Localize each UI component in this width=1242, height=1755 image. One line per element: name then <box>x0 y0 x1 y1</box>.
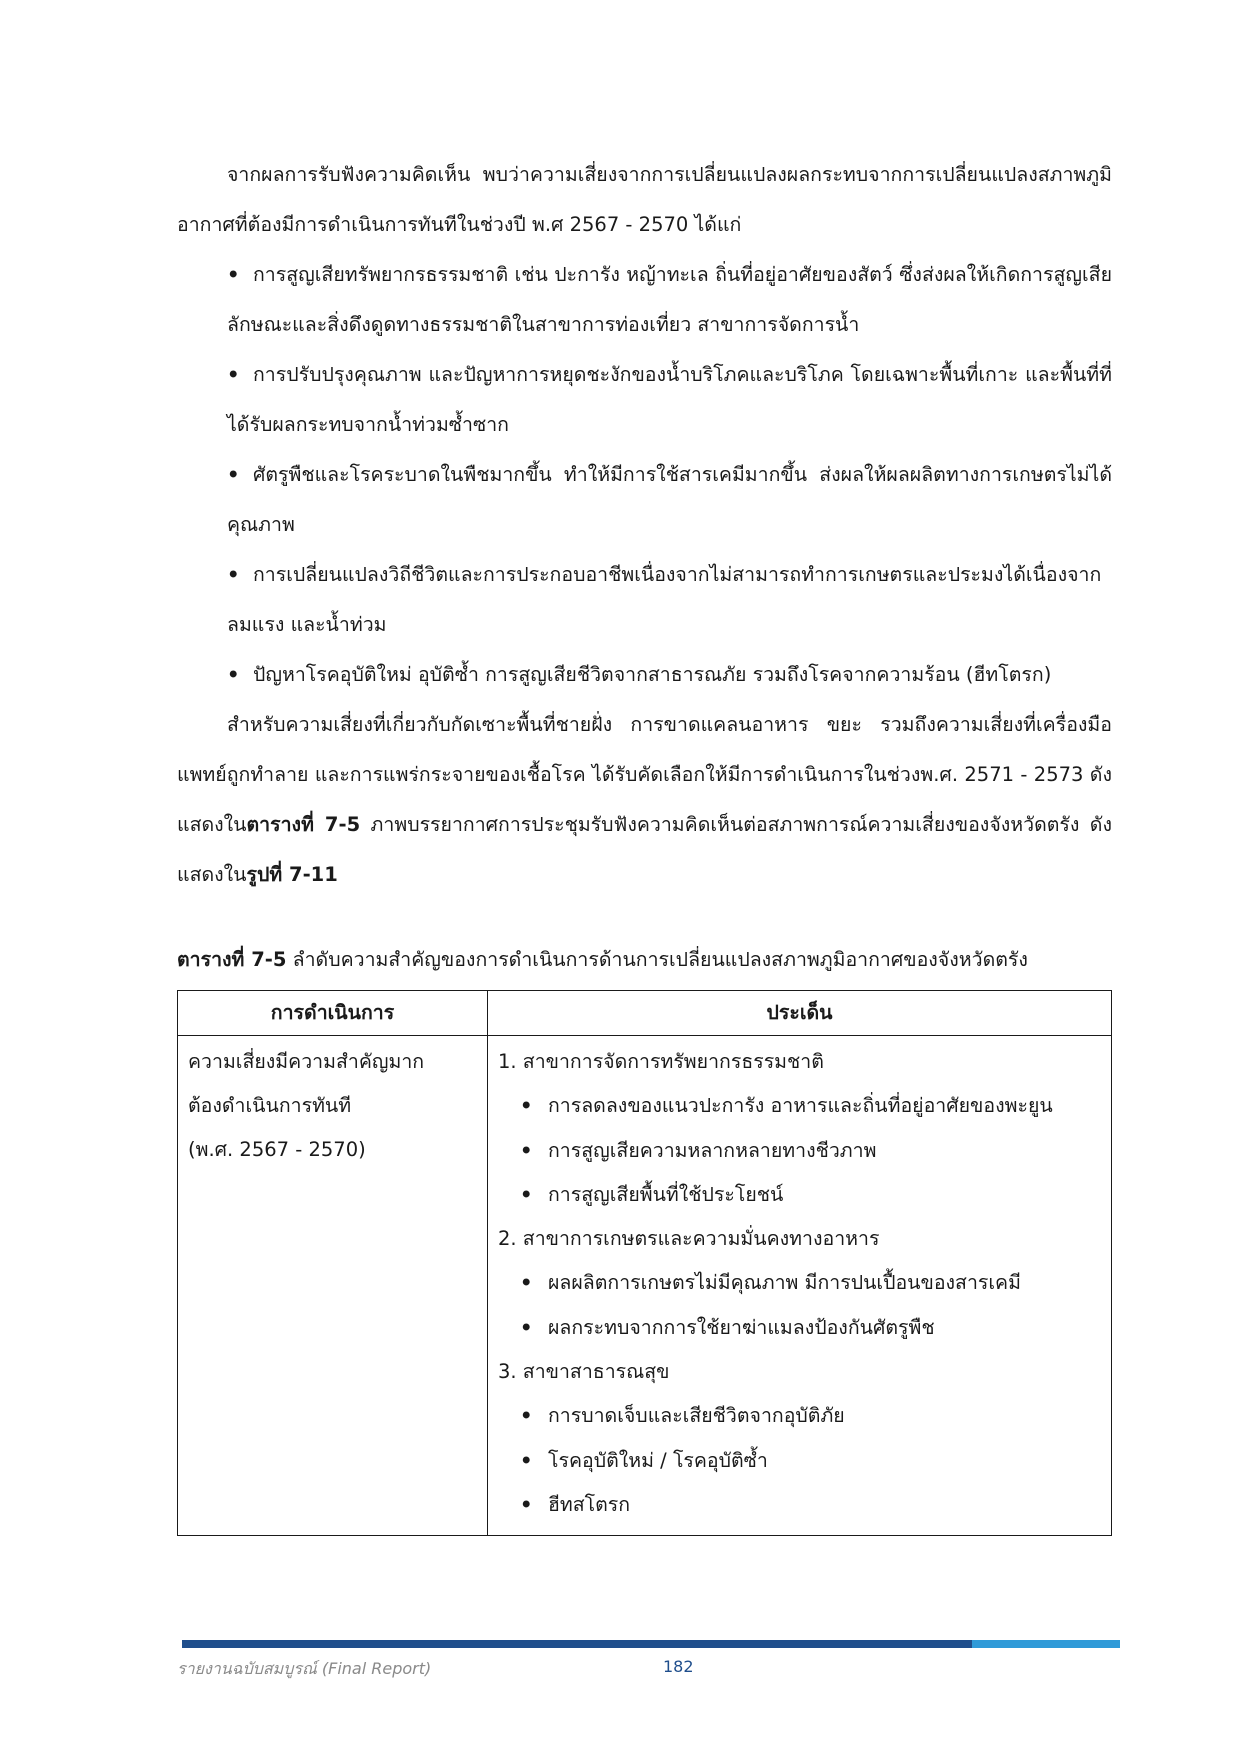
action-period: (พ.ศ. 2567 - 2570) <box>188 1138 366 1161</box>
bullet-icon: • <box>520 1448 533 1472</box>
intro-paragraph: จากผลการรับฟังความคิดเห็น พบว่าความเสี่ยงจากการเปลี่ยนแปลงผลกระทบจากการเปลี่ยนแปลงสภาพภูมิอากาศที่ต้องมีการดำเนินการทันทีในช่วงปี พ.ศ 2567 - 2570 ได้แก่ <box>177 163 1112 236</box>
bullet-icon: • <box>227 663 240 686</box>
body-text <box>177 150 1112 900</box>
list-item: • การลดลงของแนวปะการัง อาหารและถิ่นที่อยู่อาศัยของพะยูน <box>498 1084 1101 1128</box>
sector-title: 3. สาขาสาธารณสุข <box>498 1360 670 1384</box>
bullet-icon: • <box>520 1138 533 1162</box>
table-caption-label: ตารางที่ 7-5 <box>177 948 287 971</box>
bullet-item: • การเปลี่ยนแปลงวิถีชีวิตและการประกอบอาชีพเนื่องจากไม่สามารถทำการเกษตรและประมงได้เนื่องจากลมแรง และน้ำท่วม <box>177 550 1112 650</box>
list-item: • ผลผลิตการเกษตรไม่มีคุณภาพ มีการปนเปื้อนของสารเคมี <box>498 1261 1101 1305</box>
bullet-icon: • <box>227 463 240 486</box>
bullet-icon: • <box>520 1404 533 1428</box>
action-line: ต้องดำเนินการทันที <box>188 1094 352 1117</box>
table-caption-text: ลำดับความสำคัญของการดำเนินการด้านการเปลี่ยนแปลงสภาพภูมิอากาศของจังหวัดตรัง <box>286 948 1028 971</box>
footer-divider <box>182 1640 1120 1648</box>
bullet-icon: • <box>227 263 240 286</box>
action-line: ความเสี่ยงมีความสำคัญมาก <box>188 1050 425 1073</box>
list-item: • การบาดเจ็บและเสียชีวิตจากอุบัติภัย <box>498 1394 1101 1438</box>
list-item: • ฮีทสโตรก <box>498 1483 1101 1527</box>
table-reference-link: ตารางที่ 7-5 <box>246 813 361 836</box>
issue-cell <box>488 1036 1112 1536</box>
bullet-item: • ปัญหาโรคอุบัติใหม่ อุบัติซ้ำ การสูญเสียชีวิตจากสาธารณภัย รวมถึงโรคจากความร้อน (ฮีทโตรก) <box>177 650 1112 700</box>
column-header-action: การดำเนินการ <box>178 991 488 1036</box>
figure-reference-link: รูปที่ 7-11 <box>246 863 338 886</box>
list-item: • โรคอุบัติใหม่ / โรคอุบัติซ้ำ <box>498 1439 1101 1483</box>
bullet-icon: • <box>520 1492 533 1516</box>
bullet-icon: • <box>520 1271 533 1295</box>
bullet-item: • การสูญเสียทรัพยากรธรรมชาติ เช่น ปะการัง หญ้าทะเล ถิ่นที่อยู่อาศัยของสัตว์ ซึ่งส่งผลให้เกิดการสูญเสียลักษณะและสิ่งดึงดูดทางธรรมชาติในสาขาการท่องเที่ยว สาขาการจัดการน้ำ <box>177 250 1112 350</box>
footer-report-title: รายงานฉบับสมบูรณ์ (Final Report) <box>177 1659 432 1678</box>
sector-title: 2. สาขาการเกษตรและความมั่นคงทางอาหาร <box>498 1227 880 1251</box>
bullet-icon: • <box>227 563 240 586</box>
priority-table <box>177 990 1112 1536</box>
bullet-item: • ศัตรูพืชและโรคระบาดในพืชมากขึ้น ทำให้มีการใช้สารเคมีมากขึ้น ส่งผลให้ผลผลิตทางการเกษตรไม่ได้คุณภาพ <box>177 450 1112 550</box>
column-header-issue: ประเด็น <box>488 991 1112 1036</box>
action-cell <box>178 1036 488 1536</box>
page-number: 182 <box>663 1657 694 1676</box>
bullet-icon: • <box>520 1315 533 1339</box>
bullet-item: • การปรับปรุงคุณภาพ และปัญหาการหยุดชะงักของน้ำบริโภคและบริโภค โดยเฉพาะพื้นที่เกาะ และพื้นที่ที่ได้รับผลกระทบจากน้ำท่วมซ้ำซาก <box>177 350 1112 450</box>
list-item: • การสูญเสียความหลากหลายทางชีวภาพ <box>498 1129 1101 1173</box>
footer-divider-dark <box>182 1640 972 1648</box>
bullet-icon: • <box>520 1094 533 1118</box>
table-header-row <box>178 991 1112 1036</box>
list-item: • การสูญเสียพื้นที่ใช้ประโยชน์ <box>498 1173 1101 1217</box>
list-item: • ผลกระทบจากการใช้ยาฆ่าแมลงป้องกันศัตรูพืช <box>498 1306 1101 1350</box>
footer-divider-light <box>972 1640 1120 1648</box>
summary-paragraph: สำหรับความเสี่ยงที่เกี่ยวกับกัดเซาะพื้นที่ชายฝั่ง การขาดแคลนอาหาร ขยะ รวมถึงความเสี่ยงที่เครื่องมือแพทย์ถูกทำลาย และการแพร่กระจายของเชื้อโรค ได้รับคัดเลือกให้มีการดำเนินการในช่วงพ.ศ. 2571 - 2573 ดังแสดงในตารางที่ 7-5 ภาพบรรยากาศการประชุมรับฟังความคิดเห็นต่อสภาพการณ์ความเสี่ยงของจังหวัดตรัง ดังแสดงในรูปที่ 7-11 <box>177 713 1112 886</box>
table-caption <box>177 940 1112 980</box>
bullet-icon: • <box>520 1182 533 1206</box>
table-row <box>178 1036 1112 1536</box>
sector-title: 1. สาขาการจัดการทรัพยากรธรรมชาติ <box>498 1050 824 1073</box>
bullet-icon: • <box>227 363 240 386</box>
